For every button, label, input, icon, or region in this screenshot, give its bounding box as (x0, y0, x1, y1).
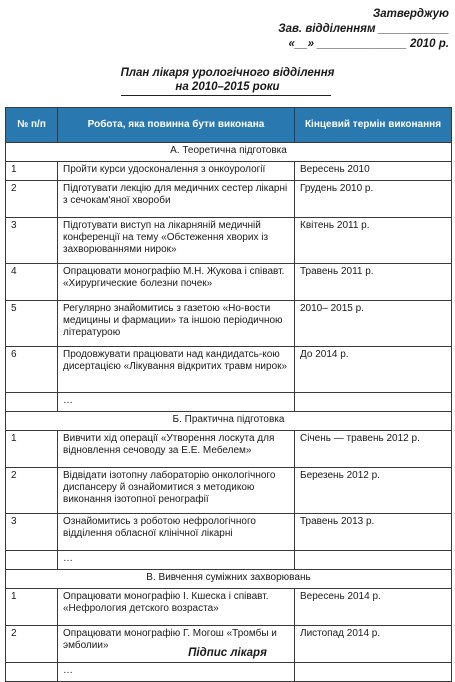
row-deadline: До 2014 р. (295, 347, 452, 393)
plan-table (5, 107, 452, 682)
row-number: 6 (6, 347, 58, 393)
row-number: 5 (6, 301, 58, 347)
row-number (6, 551, 58, 570)
row-work: … (58, 393, 295, 412)
header-number: № п/п (6, 108, 58, 143)
row-number: 2 (6, 181, 58, 218)
table-row (6, 218, 452, 264)
row-number: 1 (6, 589, 58, 626)
row-number (6, 393, 58, 412)
row-work: Опрацювати монографію І. Кшеска і співавт. «Нефрология детского возраста» (58, 589, 295, 626)
row-number: 1 (6, 431, 58, 468)
row-work: … (58, 663, 295, 682)
approval-date: «__» ______________ 2010 р. (288, 38, 449, 50)
table-row (6, 301, 452, 347)
row-number: 3 (6, 514, 58, 551)
plan-title-line-2: на 2010–2015 роки (175, 81, 280, 93)
plan-title-line-1: План лікаря урологічного відділення (120, 67, 335, 79)
row-work: Вивчити хід операції «Утворення лоскута для відновлення сечоводу за Е.Е. Мебелем» (58, 431, 295, 468)
table-row (6, 181, 452, 218)
row-deadline (295, 663, 452, 682)
row-deadline: Вересень 2014 р. (295, 589, 452, 626)
approval-head-of-department: Зав. відділенням ___________ (278, 23, 449, 35)
table-row-ellipsis (6, 663, 452, 682)
section-title: Б. Практична підготовка (6, 412, 452, 431)
table-row (6, 347, 452, 393)
row-deadline: Травень 2013 р. (295, 514, 452, 551)
row-deadline: Травень 2011 р. (295, 264, 452, 301)
row-number: 4 (6, 264, 58, 301)
row-number: 2 (6, 468, 58, 514)
plan-title-underline (121, 95, 331, 96)
section-title: А. Теоретична підготовка (6, 143, 452, 162)
table-row (6, 162, 452, 181)
row-number: 1 (6, 162, 58, 181)
row-work: Опрацювати монографію Г. Могош «Тромбы и эмболии» (58, 626, 295, 663)
row-deadline: Січень — травень 2012 р. (295, 431, 452, 468)
table-row (6, 468, 452, 514)
approval-block (278, 7, 449, 52)
row-work: Опрацювати монографію М.Н. Жукова і співавт. «Хирургические болезни почек» (58, 264, 295, 301)
row-work: Підготувати виступ на лікарняній медичній конференції на тему «Обстеження хворих із захворюваннями нирок» (58, 218, 295, 264)
table-row (6, 431, 452, 468)
row-work: Ознайомитись з роботою нефрологічного відділення обласної клінічної лікарні (58, 514, 295, 551)
row-number: 2 (6, 626, 58, 663)
doctor-signature-label: Підпис лікаря (188, 647, 267, 659)
table-row (6, 514, 452, 551)
row-deadline: 2010– 2015 р. (295, 301, 452, 347)
row-work: Продовжувати працювати над кандидатсь-кою дисертацією «Лікування відкритих травм нирок» (58, 347, 295, 393)
table-row-ellipsis (6, 393, 452, 412)
row-work: Регулярно знайомитись з газетою «Но-вости медицины и фармации» та іншою періодичною літературою (58, 301, 295, 347)
section-row-related-diseases (6, 570, 452, 589)
row-number (6, 663, 58, 682)
row-work: … (58, 551, 295, 570)
row-deadline: Квітень 2011 р. (295, 218, 452, 264)
row-deadline (295, 551, 452, 570)
row-deadline (295, 393, 452, 412)
header-deadline: Кінцевий термін виконання (295, 108, 452, 143)
table-row-ellipsis (6, 551, 452, 570)
section-title: В. Вивчення суміжних захворювань (6, 570, 452, 589)
row-work: Пройти курси удосконалення з онкоурології (58, 162, 295, 181)
row-number: 3 (6, 218, 58, 264)
approval-title: Затверджую (372, 8, 449, 20)
row-work: Відвідати ізотопну лабораторію онкологічного диспансеру й ознайомитися з методикою виконання ізотопної ренографії (58, 468, 295, 514)
header-work: Робота, яка повинна бути виконана (58, 108, 295, 143)
plan-title (0, 66, 455, 94)
table-header-row (6, 108, 452, 143)
row-deadline: Вересень 2010 (295, 162, 452, 181)
row-deadline: Березень 2012 р. (295, 468, 452, 514)
section-row-practice (6, 412, 452, 431)
row-work: Підготувати лекцію для медичних сестер лікарні з сечокам'яної хвороби (58, 181, 295, 218)
table-row (6, 589, 452, 626)
row-deadline: Листопад 2014 р. (295, 626, 452, 663)
row-deadline: Грудень 2010 р. (295, 181, 452, 218)
table-row (6, 264, 452, 301)
section-row-theory (6, 143, 452, 162)
